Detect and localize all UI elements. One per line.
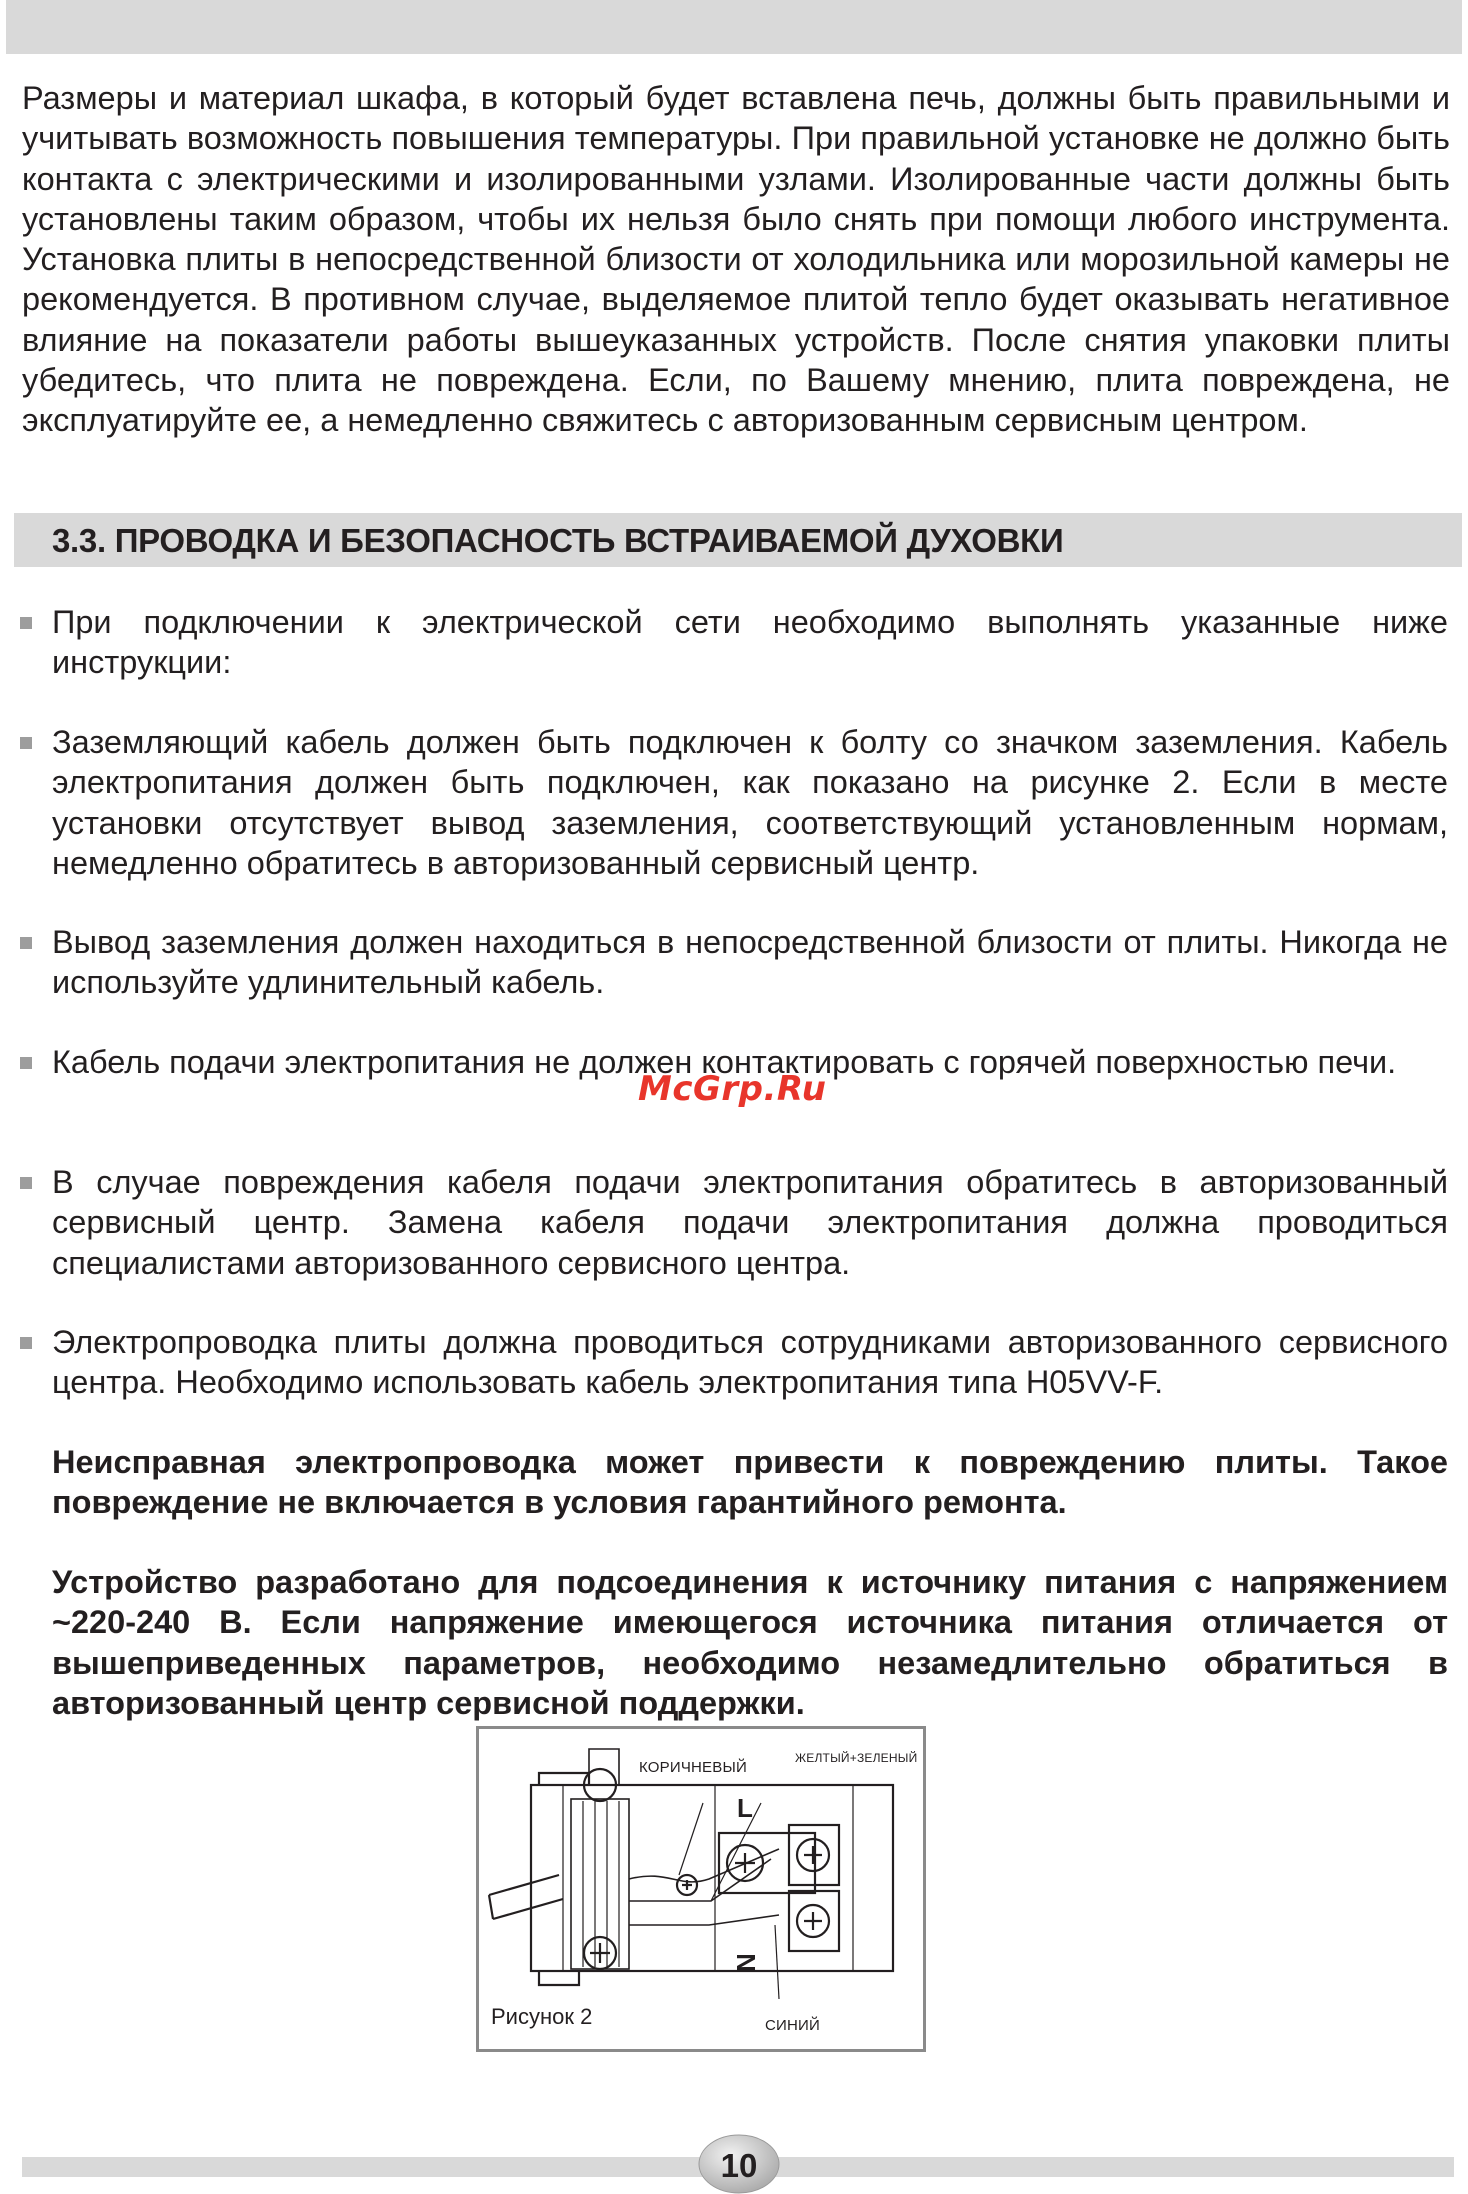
list-item-text: Вывод заземления должен находиться в непосредственной близости от плиты. Никогда не используйте удлинительный кабель. bbox=[52, 924, 1448, 1001]
terminal-block-diagram bbox=[479, 1729, 923, 2049]
bullet-square-icon bbox=[20, 737, 32, 749]
list-item-text: При подключении к электрической сети необходимо выполнять указанные ниже инструкции: bbox=[52, 604, 1448, 681]
figure-caption: Рисунок 2 bbox=[491, 2004, 593, 2029]
bullet-square-icon bbox=[20, 1177, 32, 1189]
section-title: 3.3. ПРОВОДКА И БЕЗОПАСНОСТЬ ВСТРАИВАЕМОЙ ДУХОВКИ bbox=[52, 522, 1064, 559]
list-item bbox=[52, 1322, 1448, 1403]
wire-label-yellow-green: ЖЕЛТЫЙ+ЗЕЛЕНЫЙ bbox=[795, 1751, 918, 1765]
list-item-text: Заземляющий кабель должен быть подключен к болту со значком заземления. Кабель электропитания должен быть подключен, как показано на рисунке 2. Если в месте установки отсутствует вывод заземления, соответствующий установленным нормам, немедленно обратитесь в авторизованный сервисный центр. bbox=[52, 724, 1448, 881]
wiring-figure bbox=[476, 1726, 926, 2052]
terminal-n-label: N bbox=[730, 1953, 761, 1972]
warning-text: Неисправная электропроводка может привести к повреждению плиты. Такое повреждение не включается в условия гарантийного ремонта. bbox=[52, 1444, 1448, 1521]
list-item-text: Электропроводка плиты должна проводиться сотрудниками авторизованного сервисного центра. Необходимо использовать кабель электропитания типа H05VV-F. bbox=[52, 1324, 1448, 1401]
list-item bbox=[52, 1162, 1448, 1283]
terminal-l-label: L bbox=[737, 1793, 754, 1823]
wire-label-brown: КОРИЧНЕВЫЙ bbox=[639, 1759, 747, 1776]
page-number: 10 bbox=[720, 2147, 758, 2184]
list-item-text: В случае повреждения кабеля подачи электропитания обратитесь в авторизованный сервисный центр. Замена кабеля подачи электропитания должна проводиться специалистами авторизованного сервисного центра. bbox=[52, 1164, 1448, 1281]
watermark: McGrp.Ru bbox=[638, 1069, 827, 1109]
list-item bbox=[52, 922, 1448, 1003]
bullet-square-icon bbox=[20, 617, 32, 629]
wire-label-blue: СИНИЙ bbox=[765, 2017, 821, 2034]
intro-paragraph: Размеры и материал шкафа, в который будет вставлена печь, должны быть правильными и учитывать возможность повышения температуры. При правильной установке не должно быть контакта с электрическими и изолированными узлами. Изолированные части должны быть установлены таким образом, чтобы их нельзя было снять при помощи любого инструмента. Установка плиты в непосредственной близости от холодильника или морозильной камеры не рекомендуется. В противном случае, выделяемое плитой тепло будет оказывать негативное влияние на показатели работы вышеуказанных устройств. После снятия упаковки плиты убедитесь, что плита не повреждена. Если, по Вашему мнению, плита повреждена, не эксплуатируйте ее, а немедленно свяжитесь с авторизованным сервисным центром. bbox=[22, 80, 1450, 439]
list-item bbox=[52, 722, 1448, 883]
bullet-square-icon bbox=[20, 937, 32, 949]
header-band bbox=[6, 0, 1462, 54]
bullet-square-icon bbox=[20, 1337, 32, 1349]
list-item-text: Кабель подачи электропитания не должен контактировать с горячей поверхностью печи. bbox=[52, 1044, 1397, 1080]
bullet-square-icon bbox=[20, 1057, 32, 1069]
list-item bbox=[52, 602, 1448, 683]
warning-text: Устройство разработано для подсоединения к источнику питания с напряжением ~220-240 В. Если напряжение имеющегося источника питания отличается от вышеприведенных параметров, необходимо незамедлительно обратиться в авторизованный центр сервисной поддержки. bbox=[52, 1564, 1448, 1721]
